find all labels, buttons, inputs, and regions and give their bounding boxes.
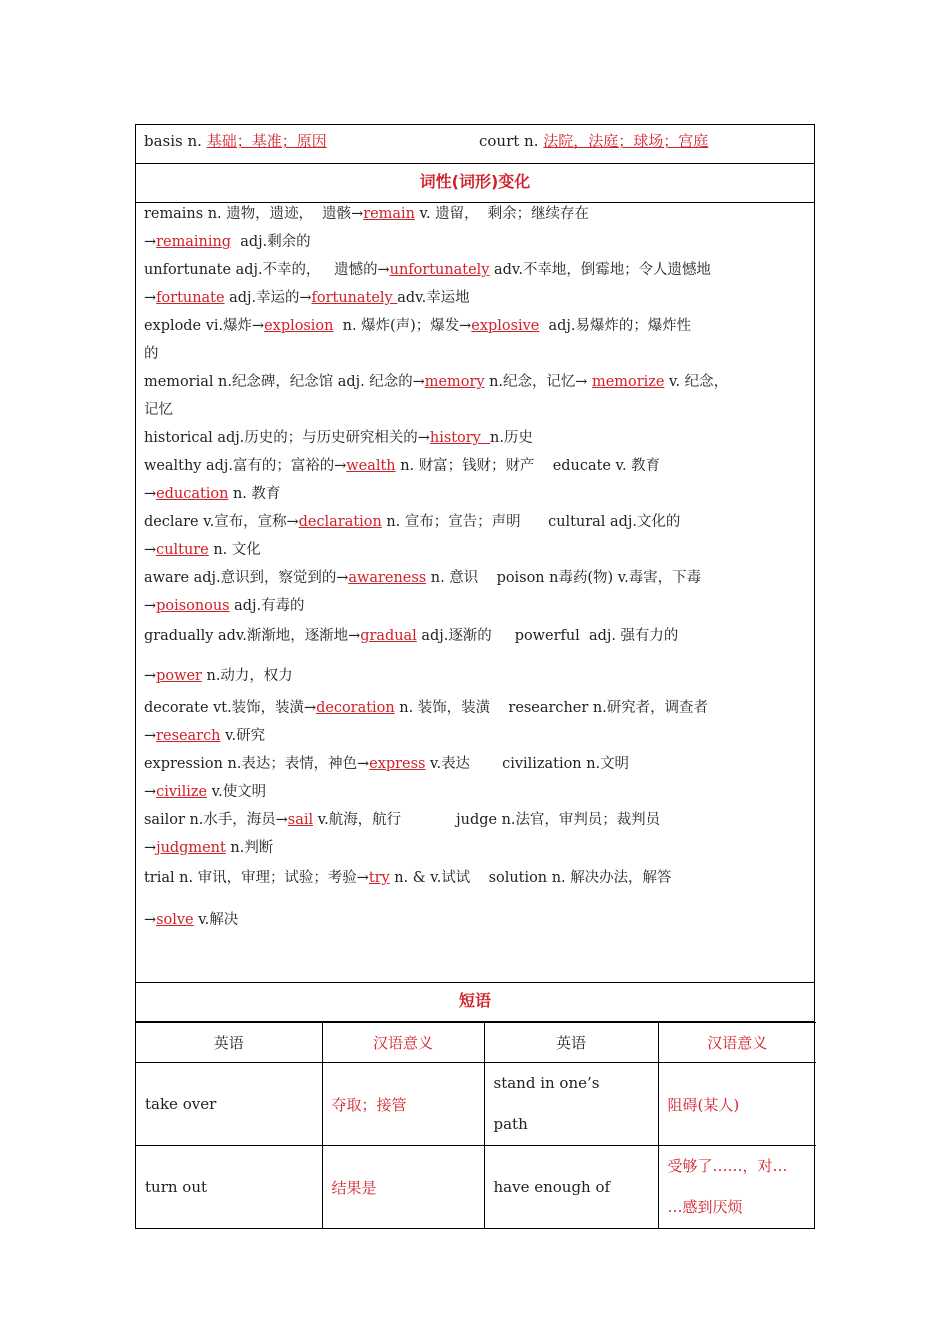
vocab-line bbox=[144, 697, 804, 719]
phrase-english: turn out bbox=[136, 1146, 322, 1229]
answer-blank: decoration bbox=[316, 700, 395, 716]
answer-blank: research bbox=[156, 728, 221, 744]
phrase-english: take over bbox=[136, 1063, 322, 1146]
answer-blank: express bbox=[369, 756, 426, 772]
answer-blank: awareness bbox=[348, 570, 427, 586]
vocab-line bbox=[144, 625, 804, 647]
answer-blank: history bbox=[429, 430, 491, 446]
vocab-text: adj.幸运的→ bbox=[224, 290, 312, 306]
table-row bbox=[136, 1146, 816, 1229]
vocab-text: v.解决 bbox=[193, 912, 239, 928]
vocab-text: historical adj.历史的；与历史研究相关的→ bbox=[144, 430, 430, 446]
answer-blank: explosion bbox=[264, 318, 334, 334]
vocab-text: → bbox=[144, 542, 157, 558]
vocab-line bbox=[144, 455, 804, 477]
vocab-line bbox=[144, 343, 804, 365]
court-entry: court n. 法院，法庭；球场；宫庭 bbox=[479, 132, 709, 150]
answer-blank: remain bbox=[363, 206, 415, 222]
phrase-chinese: 受够了……，对… …感到厌烦 bbox=[658, 1146, 816, 1229]
vocab-text: n. 财富；钱财；财产 educate v. 教育 bbox=[395, 458, 661, 474]
vocab-text: v.航海，航行 judge n.法官，审判员；裁判员 bbox=[313, 812, 661, 828]
table-header-row bbox=[136, 1023, 816, 1063]
vocab-line bbox=[144, 837, 804, 859]
basis-entry: basis n. 基础；基准；原因 bbox=[144, 132, 327, 150]
vocab-text: n. 教育 bbox=[228, 486, 281, 502]
vocab-line bbox=[144, 399, 804, 421]
vocab-text: memorial n.纪念碑，纪念馆 adj. 纪念的→ bbox=[144, 374, 425, 390]
phrase-english: stand in one’s path bbox=[484, 1063, 658, 1146]
answer-blank: civilize bbox=[156, 784, 208, 800]
phrase-table bbox=[136, 1022, 816, 1228]
vocab-text: declare v.宣布，宣称→ bbox=[144, 514, 299, 530]
vocab-text: adj.剩余的 bbox=[231, 234, 311, 250]
vocab-text: 记忆 bbox=[144, 402, 173, 418]
vocab-line bbox=[144, 259, 804, 281]
vocab-box bbox=[135, 124, 815, 1229]
column-header: 汉语意义 bbox=[322, 1023, 484, 1063]
vocab-text: sailor n.水手，海员→ bbox=[144, 812, 288, 828]
vocab-text: decorate vt.装饰，装潢→ bbox=[144, 700, 317, 716]
vocab-text: trial n. 审讯，审理；试验；考验→ bbox=[144, 870, 369, 886]
answer-blank: remaining bbox=[156, 234, 232, 250]
answer-blank: power bbox=[156, 668, 202, 684]
answer-blank: gradual bbox=[360, 628, 417, 644]
table-row bbox=[136, 1063, 816, 1146]
vocab-line bbox=[144, 511, 804, 533]
phrase-english: have enough of bbox=[484, 1146, 658, 1229]
vocab-line bbox=[144, 809, 804, 831]
vocab-line bbox=[144, 287, 804, 309]
vocab-line bbox=[144, 315, 804, 337]
vocab-text: → bbox=[144, 912, 157, 928]
section-title-word-forms: 词性(词形)变化 bbox=[136, 164, 814, 203]
vocab-text: → bbox=[144, 290, 157, 306]
vocab-text: → bbox=[144, 840, 157, 856]
answer-blank: judgment bbox=[156, 840, 226, 856]
vocab-text: n. 意识 poison n毒药(物) v.毒害，下毒 bbox=[426, 570, 702, 586]
vocab-text: n. 宣布；宣告；声明 cultural adj.文化的 bbox=[381, 514, 681, 530]
answer-blank: fortunate bbox=[156, 290, 225, 306]
vocab-text: v.使文明 bbox=[207, 784, 267, 800]
vocab-text: unfortunate adj.不幸的， 遗憾的→ bbox=[144, 262, 390, 278]
vocab-text: adj.逐渐的 powerful adj. 强有力的 bbox=[416, 628, 679, 644]
vocab-text: v.表达 civilization n.文明 bbox=[425, 756, 630, 772]
vocab-text: adv.不幸地，倒霉地；令人遗憾地 bbox=[489, 262, 711, 278]
vocab-line bbox=[144, 427, 804, 449]
vocab-line bbox=[144, 753, 804, 775]
phrase-chinese: 阻碍(某人) bbox=[658, 1063, 816, 1146]
vocab-line bbox=[144, 483, 804, 505]
vocab-line bbox=[144, 867, 804, 889]
vocab-text: n.纪念，记忆→ bbox=[484, 374, 593, 390]
vocab-text: n. 爆炸(声)；爆发→ bbox=[333, 318, 472, 334]
answer-blank: 法院，法庭；球场；宫庭 bbox=[543, 132, 709, 150]
vocab-text: n. 装饰，装潢 researcher n.研究者，调查者 bbox=[394, 700, 708, 716]
vocab-text: n. & v.试试 solution n. 解决办法，解答 bbox=[389, 870, 672, 886]
phrase-chinese: 夺取；接管 bbox=[322, 1063, 484, 1146]
vocab-text: adj.易爆炸的；爆炸性 bbox=[539, 318, 692, 334]
answer-blank: wealth bbox=[346, 458, 396, 474]
column-header: 英语 bbox=[136, 1023, 322, 1063]
vocab-line bbox=[144, 567, 804, 589]
vocab-text: n. 文化 bbox=[208, 542, 261, 558]
vocab-line bbox=[144, 203, 804, 225]
vocab-text: adj.有毒的 bbox=[229, 598, 305, 614]
vocab-text: aware adj.意识到，察觉到的→ bbox=[144, 570, 349, 586]
vocab-text: → bbox=[144, 728, 157, 744]
vocab-text: → bbox=[144, 598, 157, 614]
answer-blank: try bbox=[368, 870, 390, 886]
answer-blank: solve bbox=[156, 912, 194, 928]
answer-blank: culture bbox=[156, 542, 209, 558]
vocab-text: v.研究 bbox=[220, 728, 266, 744]
vocab-text: → bbox=[144, 668, 157, 684]
vocab-text: explode vi.爆炸→ bbox=[144, 318, 265, 334]
vocab-text: → bbox=[144, 234, 157, 250]
word-forms-list bbox=[136, 203, 814, 983]
column-header: 汉语意义 bbox=[658, 1023, 816, 1063]
phrase-chinese: 结果是 bbox=[322, 1146, 484, 1229]
vocab-line bbox=[144, 539, 804, 561]
vocab-line bbox=[144, 781, 804, 803]
answer-blank: poisonous bbox=[156, 598, 230, 614]
answer-blank: memory bbox=[424, 374, 485, 390]
worksheet bbox=[135, 124, 815, 1229]
answer-blank: explosive bbox=[471, 318, 540, 334]
basis-court-row bbox=[136, 125, 814, 164]
vocab-text: remains n. 遗物，遗迹， 遗骸→ bbox=[144, 206, 364, 222]
answer-blank: unfortunately bbox=[389, 262, 490, 278]
vocab-text: → bbox=[144, 784, 157, 800]
section-title-phrases: 短语 bbox=[136, 983, 814, 1022]
vocab-text: n.动力，权力 bbox=[201, 668, 293, 684]
vocab-text: wealthy adj.富有的；富裕的→ bbox=[144, 458, 347, 474]
answer-blank: sail bbox=[287, 812, 314, 828]
answer-blank: fortunately bbox=[311, 290, 398, 306]
vocab-line bbox=[144, 595, 804, 617]
answer-blank: education bbox=[156, 486, 229, 502]
vocab-line bbox=[144, 909, 804, 931]
vocab-line bbox=[144, 725, 804, 747]
answer-blank: memorize bbox=[592, 374, 665, 390]
vocab-line bbox=[144, 665, 804, 687]
vocab-text: expression n.表达；表情，神色→ bbox=[144, 756, 370, 772]
vocab-text: 的 bbox=[144, 346, 159, 362]
column-header: 英语 bbox=[484, 1023, 658, 1063]
vocab-text: → bbox=[144, 486, 157, 502]
vocab-text: n.判断 bbox=[225, 840, 274, 856]
answer-blank: 基础；基准；原因 bbox=[206, 132, 327, 150]
vocab-text: adv.幸运地 bbox=[397, 290, 470, 306]
vocab-text: n.历史 bbox=[490, 430, 533, 446]
vocab-text: v. 纪念， bbox=[664, 374, 729, 390]
vocab-line bbox=[144, 231, 804, 253]
answer-blank: declaration bbox=[298, 514, 382, 530]
vocab-line bbox=[144, 371, 804, 393]
vocab-text: v. 遗留， 剩余；继续存在 bbox=[414, 206, 589, 222]
vocab-text: gradually adv.渐渐地，逐渐地→ bbox=[144, 628, 361, 644]
